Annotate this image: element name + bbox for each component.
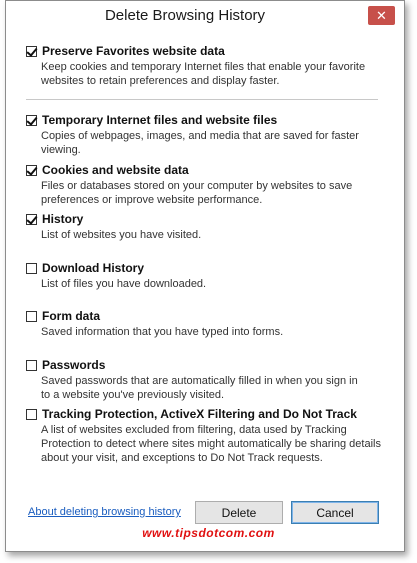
option-label: Preserve Favorites website data bbox=[42, 44, 225, 58]
close-icon: ✕ bbox=[376, 7, 387, 23]
description-line: viewing. bbox=[41, 144, 81, 156]
description-line: about your visit, and exceptions to Do Not Track requests. bbox=[41, 452, 323, 464]
description-line: Protection to detect where sites might automatically be sharing details bbox=[41, 438, 381, 450]
option-label: Form data bbox=[42, 309, 101, 323]
watermark: www.tipsdotcom.com bbox=[142, 526, 275, 540]
option-description bbox=[41, 423, 382, 465]
description-line: preferences or improve website performance. bbox=[41, 194, 263, 206]
description-line: to a website you've previously visited. bbox=[41, 389, 225, 401]
option-preserve-favorites bbox=[26, 43, 382, 88]
option-history bbox=[26, 211, 382, 242]
description-line: Keep cookies and temporary Internet files that enable your favorite bbox=[41, 61, 366, 73]
option-tracking-protection bbox=[26, 406, 382, 465]
description-line: List of websites you have visited. bbox=[41, 229, 202, 241]
delete-button[interactable]: Delete bbox=[195, 501, 283, 524]
option-label: Temporary Internet files and website files bbox=[42, 113, 278, 127]
option-label: History bbox=[42, 212, 84, 226]
description-line: Saved information that you have typed into forms. bbox=[41, 326, 284, 338]
about-deleting-history-link[interactable]: About deleting browsing history bbox=[28, 506, 181, 518]
option-description bbox=[41, 179, 382, 207]
option-cookies bbox=[26, 162, 382, 207]
option-description bbox=[41, 228, 382, 242]
option-passwords bbox=[26, 357, 382, 402]
option-description bbox=[41, 277, 382, 291]
description-line: List of files you have downloaded. bbox=[41, 278, 207, 290]
description-line: Files or databases stored on your computer by websites to save bbox=[41, 180, 353, 192]
title-bar bbox=[6, 1, 404, 33]
option-label: Cookies and website data bbox=[42, 163, 189, 177]
description-line: Copies of webpages, images, and media that are saved for faster bbox=[41, 130, 359, 142]
option-form-data bbox=[26, 308, 382, 339]
description-line: A list of websites excluded from filtering, data used by Tracking bbox=[41, 424, 347, 436]
temporary-files-checkbox[interactable] bbox=[26, 115, 37, 126]
option-description bbox=[41, 374, 382, 402]
preserve-favorites-checkbox[interactable] bbox=[26, 46, 37, 57]
delete-browsing-history-dialog bbox=[5, 0, 405, 552]
dialog-title: Delete Browsing History bbox=[104, 7, 266, 24]
form-data-checkbox[interactable] bbox=[26, 311, 37, 322]
option-download-history bbox=[26, 260, 382, 291]
cancel-button[interactable]: Cancel bbox=[291, 501, 379, 524]
description-line: Saved passwords that are automatically filled in when you sign in bbox=[41, 375, 358, 387]
option-description bbox=[41, 60, 382, 88]
close-button[interactable] bbox=[368, 6, 395, 25]
option-description bbox=[41, 129, 382, 157]
history-checkbox[interactable] bbox=[26, 214, 37, 225]
tracking-protection-checkbox[interactable] bbox=[26, 409, 37, 420]
separator bbox=[26, 99, 378, 100]
description-line: websites to retain preferences and display faster. bbox=[41, 75, 280, 87]
download-history-checkbox[interactable] bbox=[26, 263, 37, 274]
option-label: Download History bbox=[42, 261, 145, 275]
option-label: Passwords bbox=[42, 358, 106, 372]
option-label: Tracking Protection, ActiveX Filtering and Do Not Track bbox=[42, 407, 357, 421]
option-temporary-files bbox=[26, 112, 382, 157]
option-description bbox=[41, 325, 382, 339]
passwords-checkbox[interactable] bbox=[26, 360, 37, 371]
cookies-checkbox[interactable] bbox=[26, 165, 37, 176]
